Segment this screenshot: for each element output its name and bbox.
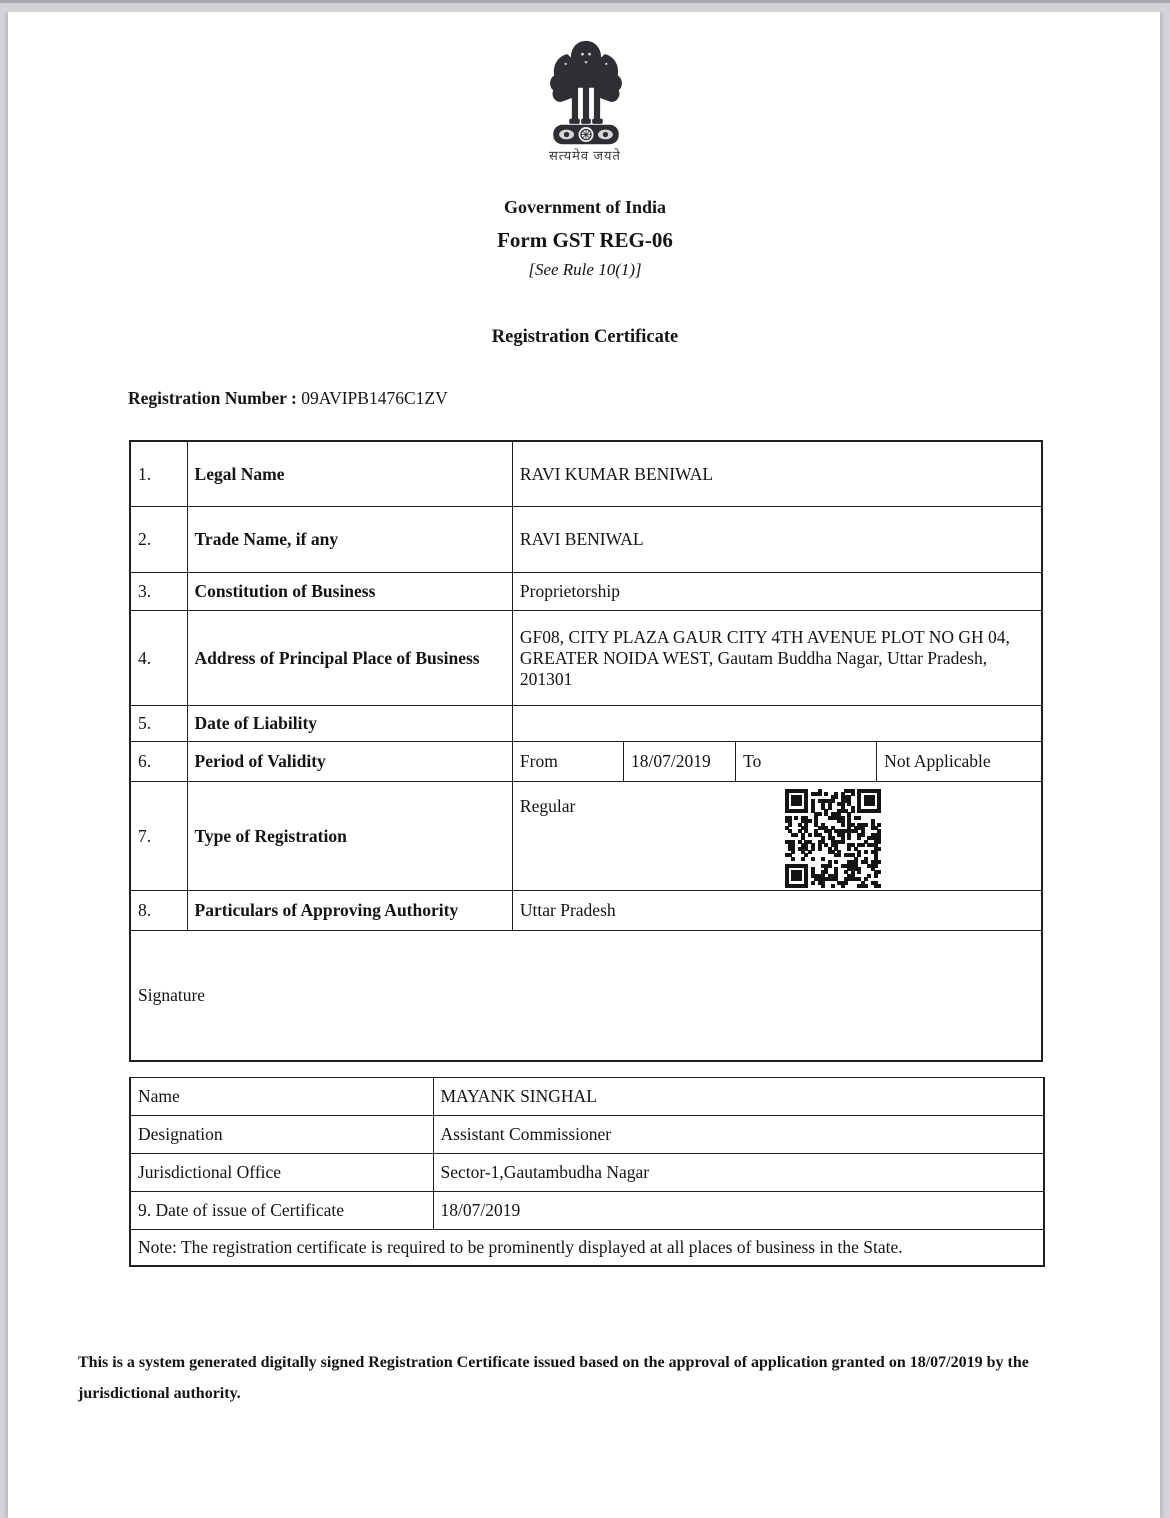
form-title: Form GST REG-06 — [497, 228, 673, 252]
row-label: Type of Registration — [187, 782, 512, 891]
registration-number-line — [128, 388, 448, 409]
date-of-issue-value: 18/07/2019 — [433, 1192, 1044, 1230]
row-label: Legal Name — [187, 441, 512, 507]
row-number: 1. — [130, 441, 187, 507]
jurisdictional-office-label: Jurisdictional Office — [130, 1154, 433, 1192]
row-number: 5. — [130, 706, 187, 742]
table-row-note — [130, 1230, 1044, 1267]
row-label: Date of Liability — [187, 706, 512, 742]
officer-name-label: Name — [130, 1078, 433, 1116]
row-number: 4. — [130, 611, 187, 706]
validity-to-label: To — [736, 742, 877, 782]
row-label: Constitution of Business — [187, 573, 512, 611]
row-number: 8. — [130, 891, 187, 931]
validity-to-value: Not Applicable — [877, 742, 1042, 782]
row-label: Particulars of Approving Authority — [187, 891, 512, 931]
officer-designation-value: Assistant Commissioner — [433, 1116, 1044, 1154]
table-row-officer-designation — [130, 1116, 1044, 1154]
note-text: Note: The registration certificate is required to be prominently displayed at all places of business in the State. — [130, 1230, 1044, 1267]
approving-officer-table — [129, 1077, 1045, 1267]
row-label: Address of Principal Place of Business — [187, 611, 512, 706]
india-emblem-icon — [546, 40, 626, 146]
officer-name-value: MAYANK SINGHAL — [433, 1078, 1044, 1116]
officer-designation-label: Designation — [130, 1116, 433, 1154]
registration-number-label: Registration Number : — [128, 388, 297, 408]
row-label: Period of Validity — [187, 742, 512, 782]
row-number: 3. — [130, 573, 187, 611]
certificate-table — [129, 440, 1043, 1062]
table-row-type-of-registration — [130, 782, 1042, 891]
table-row-date-of-liability — [130, 706, 1042, 742]
date-of-issue-label: 9. Date of issue of Certificate — [130, 1192, 433, 1230]
government-title: Government of India — [504, 197, 666, 217]
certificate-title: Registration Certificate — [491, 327, 679, 347]
table-row-trade-name — [130, 507, 1042, 573]
row-number: 6. — [130, 742, 187, 782]
scan-frame-top — [0, 0, 1170, 12]
rule-reference: [See Rule 10(1)] — [528, 260, 642, 279]
row-value: GF08, CITY PLAZA GAUR CITY 4TH AVENUE PLOT NO GH 04, GREATER NOIDA WEST, Gautam Buddha Nagar, Uttar Pradesh, 201301 — [512, 611, 1042, 706]
table-row-signature — [130, 931, 1042, 1062]
row-label: Trade Name, if any — [187, 507, 512, 573]
footer-statement: This is a system generated digitally signed Registration Certificate issued based on the approval of application granted on 18/07/2019 by the jurisdictional authority. — [78, 1354, 1029, 1402]
row-number: 7. — [130, 782, 187, 891]
table-row-date-of-issue — [130, 1192, 1044, 1230]
table-row-address — [130, 611, 1042, 706]
registration-number-value: 09AVIPB1476C1ZV — [301, 388, 448, 408]
table-row-period-of-validity — [130, 742, 1042, 782]
table-row-constitution — [130, 573, 1042, 611]
table-row-approving-authority — [130, 891, 1042, 931]
qr-code — [785, 789, 881, 888]
row-value-with-qr — [512, 782, 1042, 891]
row-value: RAVI BENIWAL — [512, 507, 1042, 573]
row-value: RAVI KUMAR BENIWAL — [512, 441, 1042, 507]
signature-area: Signature — [130, 931, 1042, 1062]
row-value: Proprietorship — [512, 573, 1042, 611]
registration-type-value: Regular — [519, 796, 576, 816]
jurisdictional-office-value: Sector-1,Gautambudha Nagar — [433, 1154, 1044, 1192]
table-row-legal-name — [130, 441, 1042, 507]
row-value: Uttar Pradesh — [512, 891, 1042, 931]
table-row-officer-name — [130, 1078, 1044, 1116]
validity-from-label: From — [512, 742, 623, 782]
validity-from-value: 18/07/2019 — [624, 742, 736, 782]
emblem-motto: सत्यमेव जयते — [549, 148, 621, 163]
row-value — [512, 706, 1042, 742]
row-number: 2. — [130, 507, 187, 573]
table-row-jurisdictional-office — [130, 1154, 1044, 1192]
